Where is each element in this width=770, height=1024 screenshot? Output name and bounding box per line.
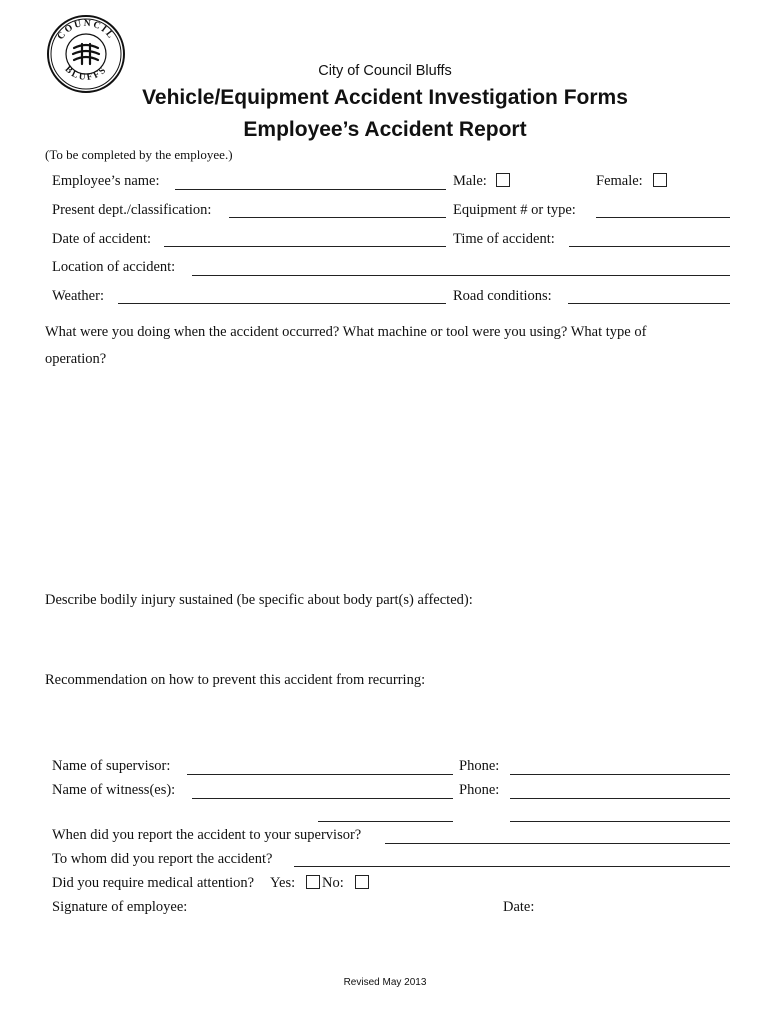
male-checkbox[interactable] (496, 173, 510, 187)
signature-label: Signature of employee: (52, 899, 188, 915)
witness-name-field[interactable] (192, 798, 453, 799)
witness-phone-label: Phone: (459, 782, 500, 798)
completion-note: (To be completed by the employee.) (45, 147, 233, 162)
revised-date: Revised May 2013 (343, 977, 427, 988)
male-label: Male: (453, 173, 487, 189)
logo-bottom-text: BLUFFS (62, 64, 110, 84)
employee-name-label: Employee’s name: (52, 173, 160, 189)
date-of-accident-label: Date of accident: (52, 231, 152, 247)
form-subtitle: Employee’s Accident Report (243, 118, 527, 141)
recommendation-question: Recommendation on how to prevent this accident from recurring: (45, 672, 426, 688)
present-dept-field[interactable] (229, 217, 446, 218)
council-bluffs-logo (46, 14, 126, 94)
present-dept-label: Present dept./classification: (52, 202, 212, 218)
what-doing-question: What were you doing when the accident occurred? What machine or tool were you using? What type of (45, 324, 647, 340)
road-conditions-field[interactable] (568, 303, 730, 304)
medical-no-checkbox[interactable] (355, 875, 369, 889)
date-of-accident-field[interactable] (164, 246, 446, 247)
time-of-accident-label: Time of accident: (453, 231, 555, 247)
logo-top-text: COUNCIL (55, 18, 117, 42)
weather-label: Weather: (52, 288, 104, 304)
female-checkbox[interactable] (653, 173, 667, 187)
logo-emblem-icon (73, 44, 99, 64)
when-reported-label: When did you report the accident to your supervisor? (52, 827, 362, 843)
when-reported-field[interactable] (385, 843, 730, 844)
city-name: City of Council Bluffs (318, 63, 452, 79)
what-doing-question-cont: operation? (45, 351, 107, 367)
equipment-field[interactable] (596, 217, 730, 218)
witness-name-field-2[interactable] (318, 821, 453, 822)
signature-field[interactable] (200, 895, 490, 915)
recommendation-answer-area[interactable] (45, 692, 730, 747)
supervisor-phone-field[interactable] (510, 774, 730, 775)
employee-name-field[interactable] (175, 189, 446, 190)
equipment-label: Equipment # or type: (453, 202, 576, 218)
bodily-injury-question: Describe bodily injury sustained (be specific about body part(s) affected): (45, 592, 473, 608)
witness-phone-field-2[interactable] (510, 821, 730, 822)
supervisor-name-label: Name of supervisor: (52, 758, 171, 774)
female-label: Female: (596, 173, 643, 189)
witness-name-label: Name of witness(es): (52, 782, 176, 798)
form-title: Vehicle/Equipment Accident Investigation Forms (142, 86, 628, 109)
date-field[interactable] (545, 895, 730, 915)
date-label: Date: (503, 899, 535, 915)
what-doing-answer-area[interactable] (45, 372, 730, 582)
medical-attention-label: Did you require medical attention? (52, 875, 255, 891)
to-whom-label: To whom did you report the accident? (52, 851, 273, 867)
road-conditions-label: Road conditions: (453, 288, 552, 304)
location-field[interactable] (192, 275, 730, 276)
time-of-accident-field[interactable] (569, 246, 730, 247)
weather-field[interactable] (118, 303, 446, 304)
medical-yes-label: Yes: (270, 875, 296, 891)
witness-phone-field[interactable] (510, 798, 730, 799)
supervisor-name-field[interactable] (187, 774, 453, 775)
bodily-injury-answer-area[interactable] (45, 612, 730, 667)
medical-no-label: No: (322, 875, 344, 891)
to-whom-field[interactable] (294, 866, 730, 867)
location-label: Location of accident: (52, 259, 176, 275)
supervisor-phone-label: Phone: (459, 758, 500, 774)
medical-yes-checkbox[interactable] (306, 875, 320, 889)
